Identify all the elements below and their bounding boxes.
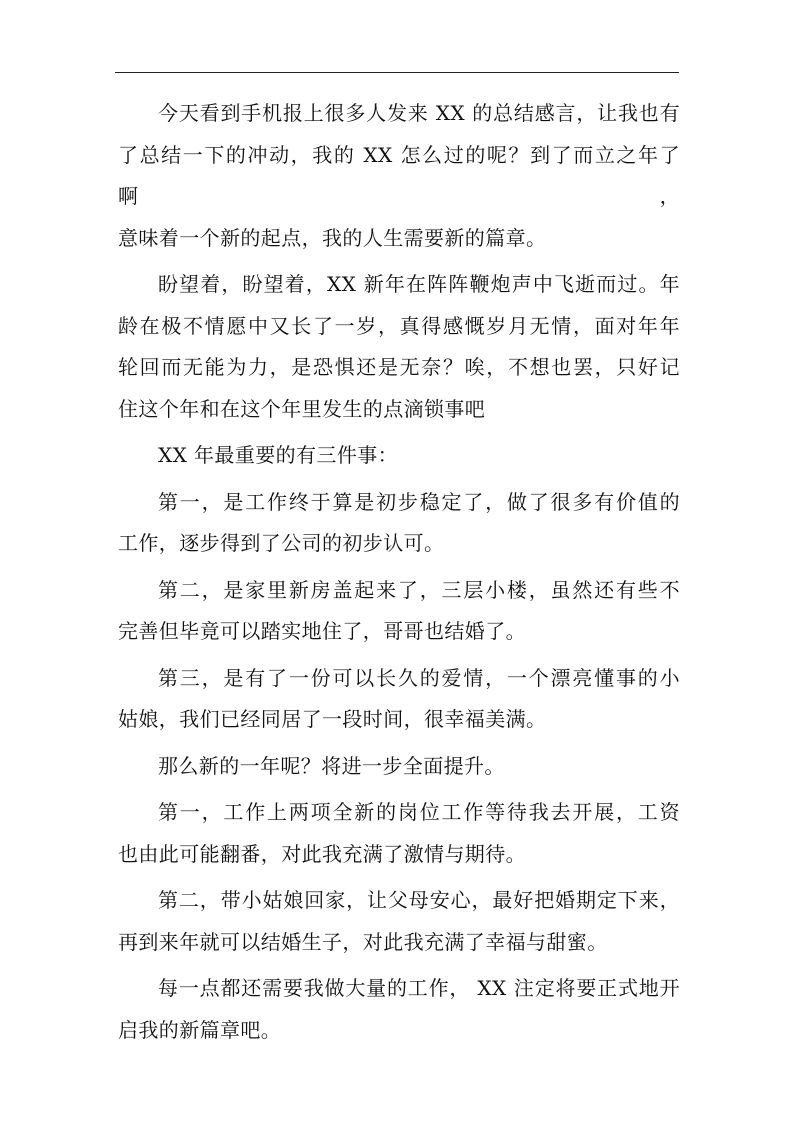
paragraph-line: 第二，带小姑娘回家，让父母安心，最好把婚期定下来， <box>158 888 680 912</box>
paragraph <box>118 264 680 430</box>
paragraph-line: 龄在极不情愿中又长了一岁，真得感慨岁月无情，面对年年 <box>118 313 680 338</box>
paragraph-line: XX 年最重要的有三件事： <box>158 443 399 467</box>
paragraph <box>118 658 680 741</box>
paragraph-line: 第一，工作上两项全新的岗位工作等待我去开展，工资 <box>158 800 680 824</box>
paragraph-line: 了总结一下的冲动，我的 XX 怎么过的呢？到了而立之年了啊， <box>118 142 680 208</box>
paragraph-line: 启我的新篇章吧。 <box>118 1017 282 1042</box>
paragraph <box>118 570 680 653</box>
paragraph-line: 意味着一个新的起点，我的人生需要新的篇章。 <box>118 225 547 250</box>
paragraph-line: 第三，是有了一份可以长久的爱情，一个漂亮懂事的小 <box>158 665 680 690</box>
paragraph-line: 每一点都还需要我做大量的工作， XX 注定将要正式地开 <box>158 976 680 1000</box>
paragraph-line: 姑娘，我们已经同居了一段时间，很幸福美满。 <box>118 707 547 731</box>
paragraph <box>118 435 680 477</box>
document-body <box>118 93 680 1056</box>
paragraph-line: 再到来年就可以结婚生子，对此我充满了幸福与甜蜜。 <box>118 929 608 954</box>
paragraph <box>118 93 680 259</box>
paragraph-line: 住这个年和在这个年里发生的点滴锁事吧 <box>118 396 486 421</box>
paragraph-line: 今天看到手机报上很多人发来 XX 的总结感言，让我也有 <box>158 101 680 125</box>
header-rule <box>115 72 679 73</box>
paragraph-line: 第二，是家里新房盖起来了，三层小楼，虽然还有些不 <box>158 577 680 602</box>
paragraph-line: 那么新的一年呢？将进一步全面提升。 <box>158 753 505 778</box>
paragraph <box>118 880 680 963</box>
paragraph-line: 完善但毕竟可以踏实地住了，哥哥也结婚了。 <box>118 619 526 643</box>
paragraph-line: 也由此可能翻番，对此我充满了激情与期待。 <box>118 841 526 866</box>
paragraph-line: 轮回而无能为力，是恐惧还是无奈？唉，不想也罢，只好记 <box>118 355 680 379</box>
paragraph <box>118 482 680 565</box>
paragraph-line: 盼望着，盼望着，XX 新年在阵阵鞭炮声中飞逝而过。年 <box>158 272 680 296</box>
paragraph-line: 第一，是工作终于算是初步稳定了，做了很多有价值的 <box>158 489 680 514</box>
paragraph <box>118 792 680 875</box>
paragraph-line: 工作，逐步得到了公司的初步认可。 <box>118 531 445 555</box>
paragraph <box>118 968 680 1051</box>
paragraph <box>118 746 680 788</box>
